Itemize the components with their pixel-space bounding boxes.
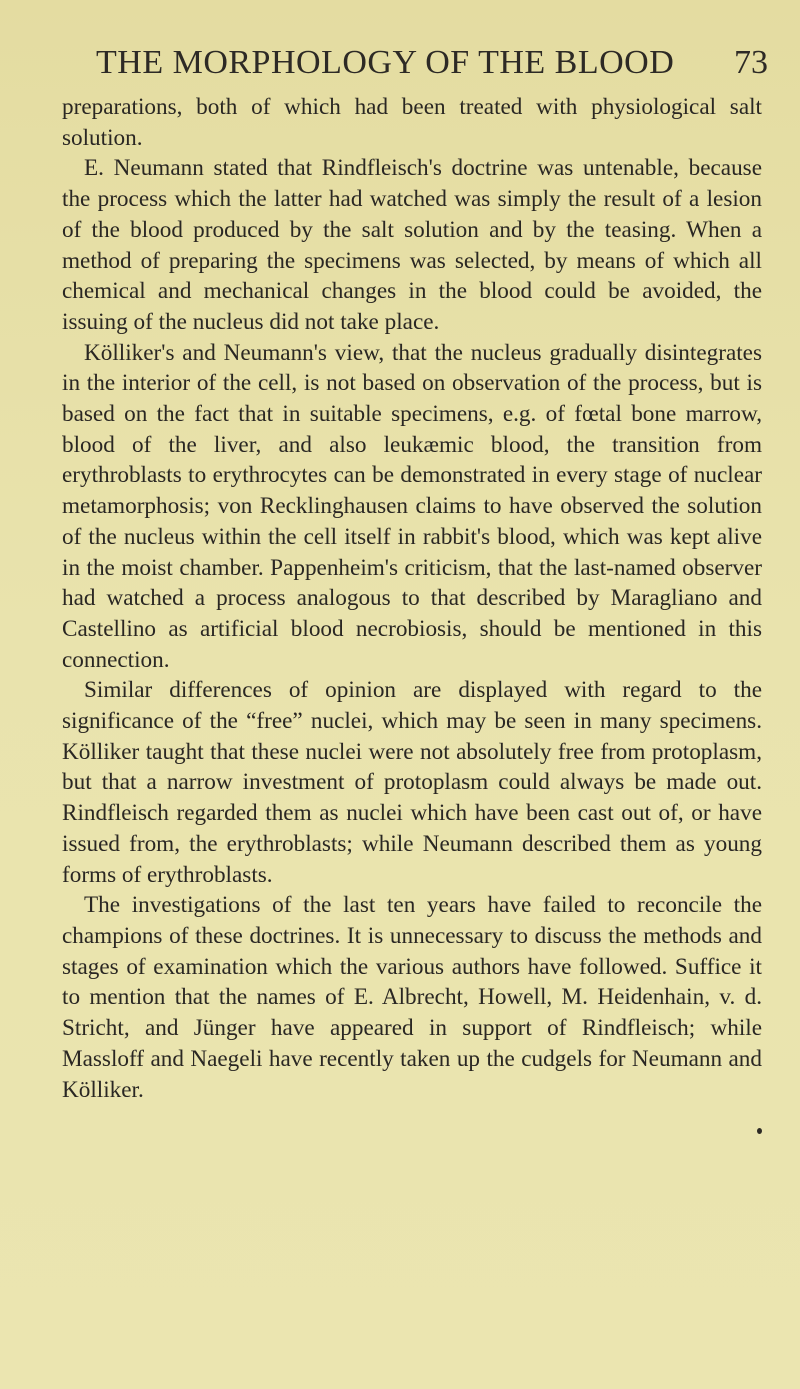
body-text [62,92,762,1105]
paragraph-free-nuclei: Similar differences of opinion are displayed with regard to the significance of the “free” nuclei, which may be seen in many specimens. Kölliker taught that these nuclei were not absolutely free from protoplasm, but that a narrow investment of protoplasm could always be made out. Rindfleisch regarded them as nuclei which have been cast out of, or have issued from, the erythroblasts; while Neumann described them as young forms of erythroblasts. [62,677,762,888]
paragraph-kolliker: Kölliker's and Neumann's view, that the nucleus gradually disintegrates in the interior of the cell, is not based on observation of the process, but is based on the fact that in suitable specimens, e.g. of fœtal bone marrow, blood of the liver, and also leukæmic blood, the transition from erythroblasts to erythrocytes can be demonstrated in every stage of nuclear metamorphosis; von Recklinghausen claims to have observed the solution of the nucleus within the cell itself in rabbit's blood, which was kept alive in the moist chamber. Pappenheim's criticism, that the last-named observer had watched a process analogous to that described by Maragliano and Castellino as artificial blood necrobiosis, should be mentioned in this connection. [62,339,762,673]
page-number: 73 [734,44,768,81]
paragraph-investigations: The investigations of the last ten years have failed to reconcile the champions of these doctrines. It is unnecessary to discuss the methods and stages of examination which the various authors have followed. Suffice it to mention that the names of E. Albrecht, Howell, M. Heidenhain, v. d. Stricht, and Jünger have appeared in support of Rindfleisch; while Massloff and Naegeli have recently taken up the cudgels for Neumann and Kölliker. [62,892,762,1103]
paragraph-neumann: E. Neumann stated that Rindfleisch's doctrine was untenable, because the process which the latter had watched was simply the result of a lesion of the blood produced by the salt solution and by the teasing. When a method of preparing the specimens was selected, by means of which all chemical and mechanical changes in the blood could be avoided, the issuing of the nucleus did not take place. [62,155,762,335]
running-title: THE MORPHOLOGY OF THE BLOOD [96,44,675,81]
ink-speck [757,1128,762,1134]
running-header [96,44,768,84]
paragraph-continuation: preparations, both of which had been treated with physiological salt solution. [62,94,762,151]
